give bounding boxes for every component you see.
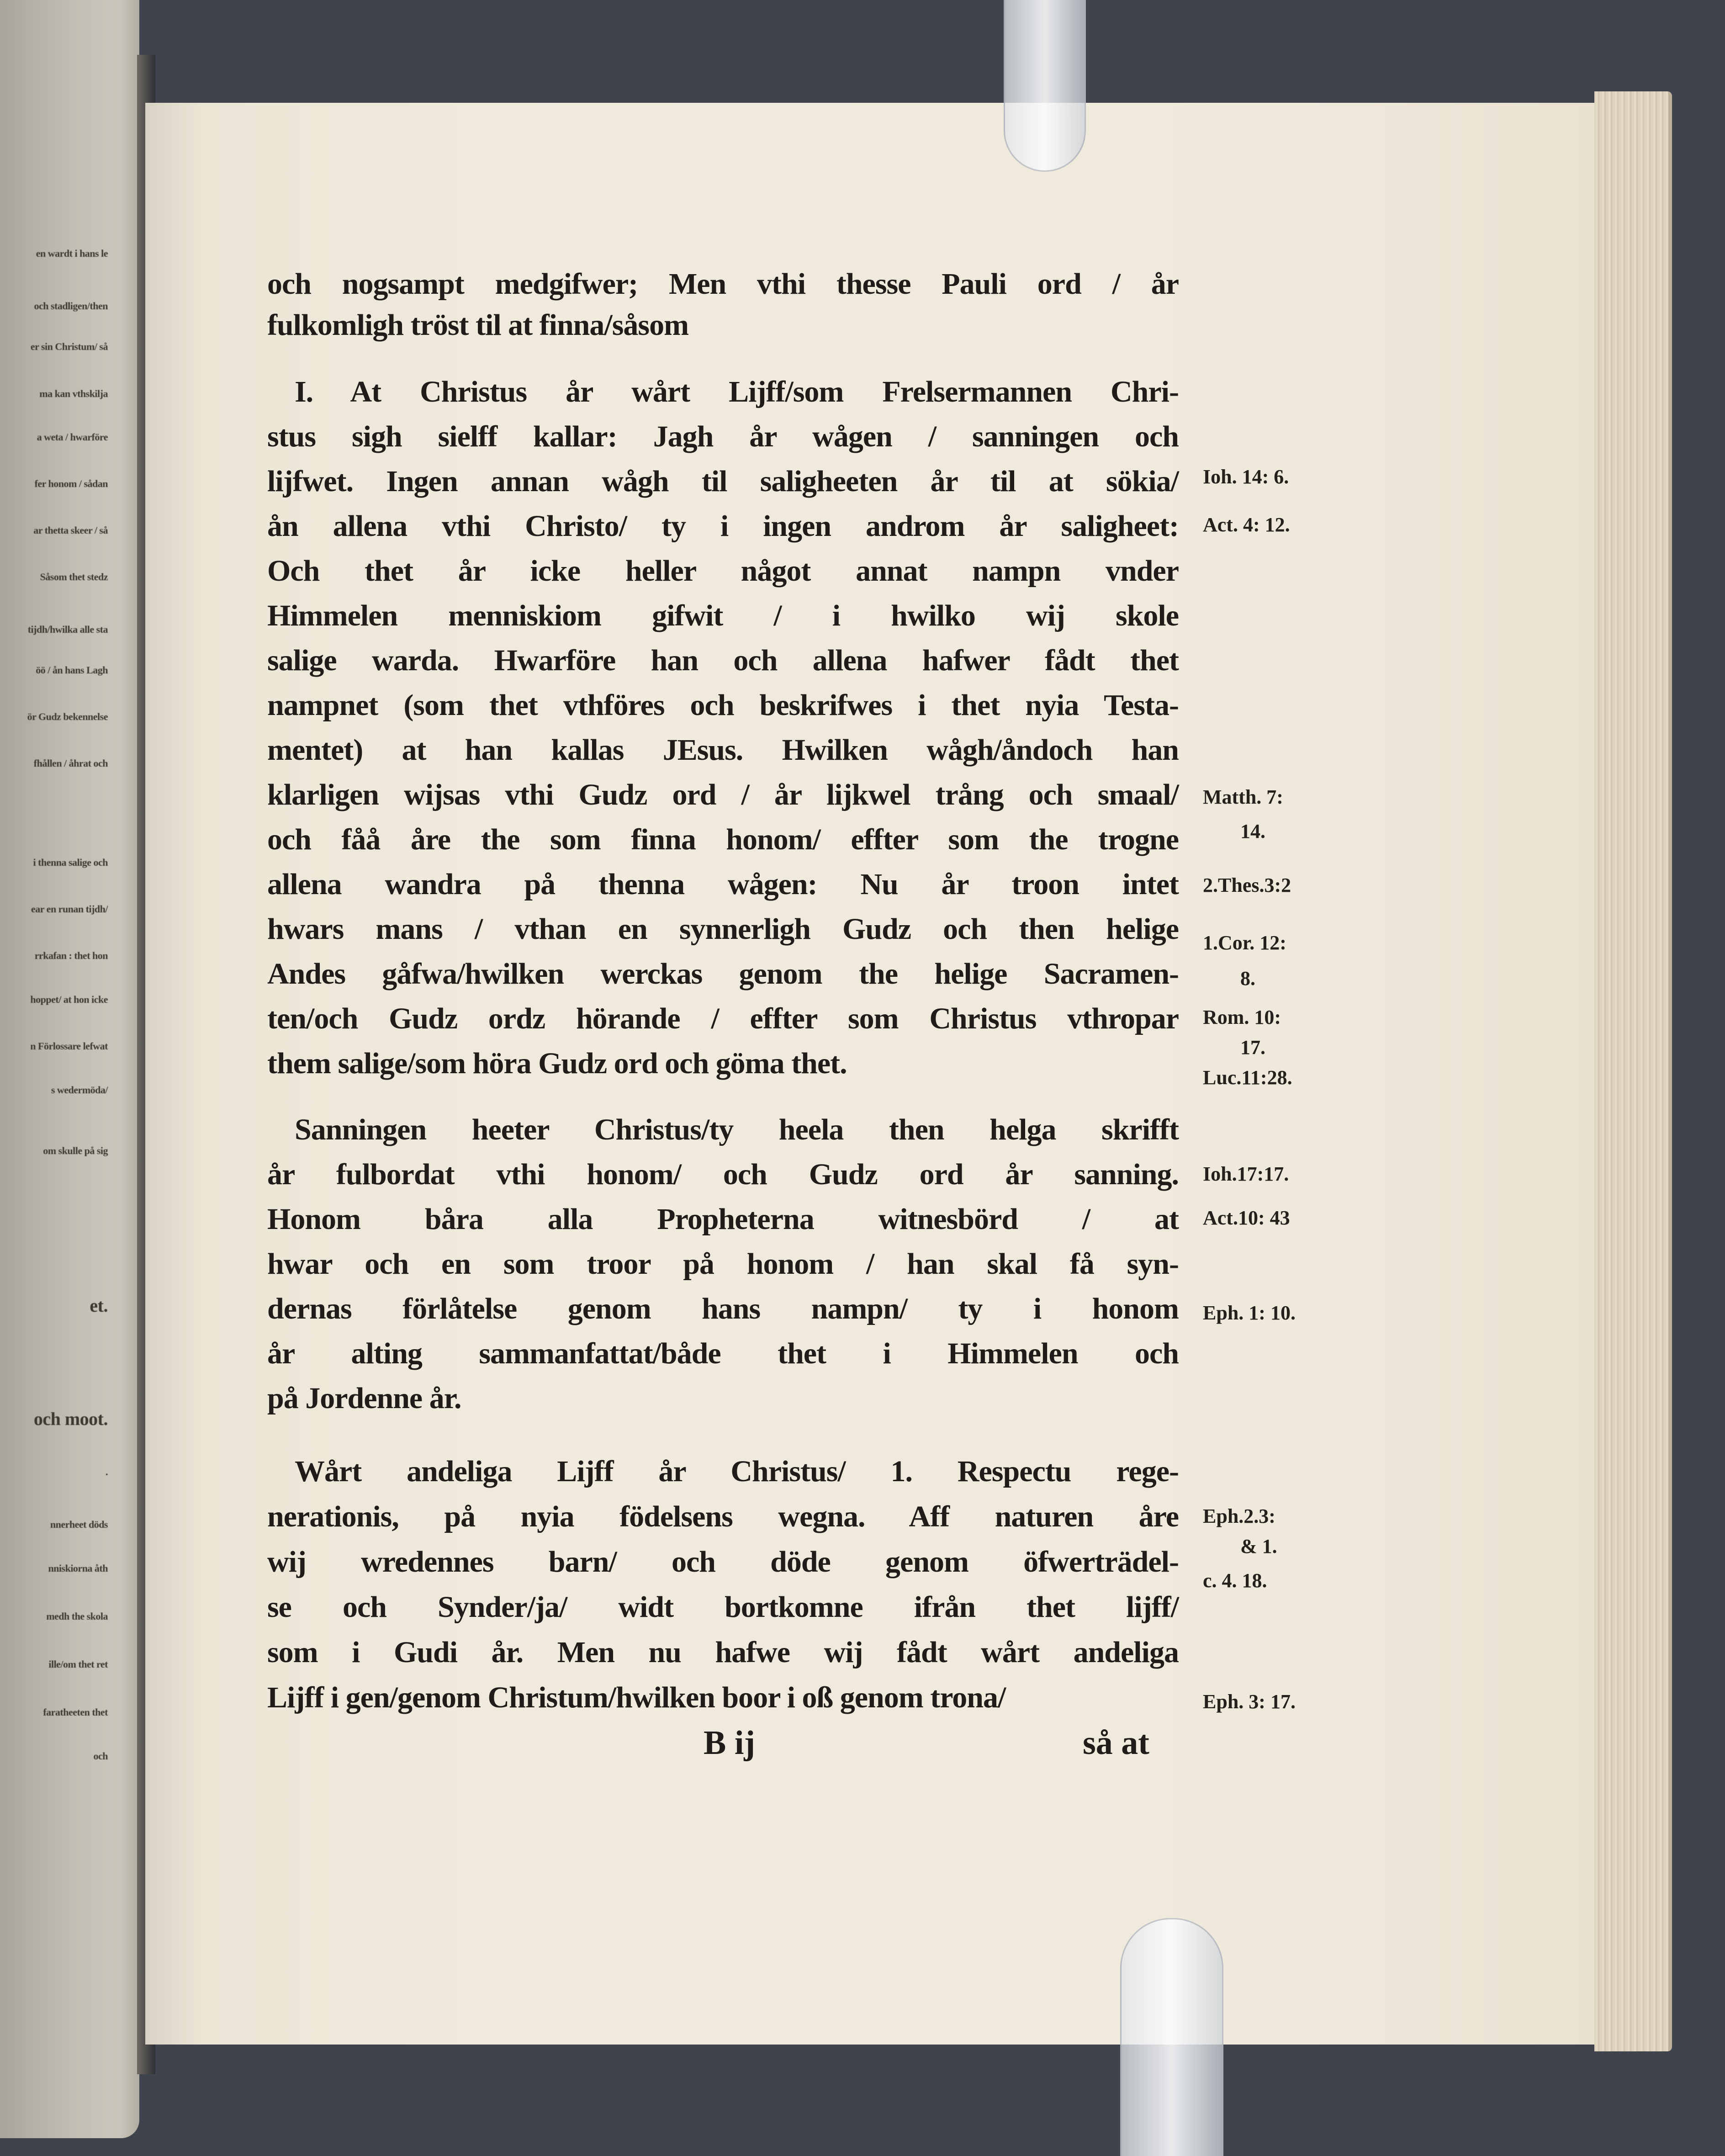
signature-mark: B ij <box>704 1724 756 1762</box>
left-page-text-line: ma kan vthskilja <box>39 388 108 399</box>
text-line: hwar och en som troor på honom / han skal få syn- <box>267 1247 1179 1281</box>
margin-reference: 2.Thes.3:2 <box>1203 874 1291 896</box>
margin-reference: Luc.11:28. <box>1203 1066 1292 1089</box>
text-line: Himmelen menniskiom gifwit / i hwilko wij skole <box>267 599 1179 632</box>
left-page-text-line: . <box>106 1466 108 1478</box>
text-line: hwars mans / vthan en synnerligh Gudz och then helige <box>267 912 1179 946</box>
text-line: och fåå åre the som finna honom/ effter som the trogne <box>267 823 1179 856</box>
margin-reference: Act.10: 43 <box>1203 1207 1290 1229</box>
text-line: lijfwet. Ingen annan wågh til saligheeten år til at sökia/ <box>267 465 1179 498</box>
paragraph <box>267 370 1179 1086</box>
margin-reference: 17. <box>1240 1036 1265 1059</box>
text-line: Wårt andeliga Lijff år Christus/ 1. Respectu rege- <box>295 1455 1179 1488</box>
left-page-text-line: i thenna salige och <box>33 857 108 868</box>
catchword: så at <box>1083 1724 1149 1762</box>
left-page-text-line: ar thetta skeer / så <box>33 524 108 536</box>
text-line: ån allena vthi Christo/ ty i ingen androm år saligheet: <box>267 509 1179 543</box>
left-page-text-line: tijdh/hwilka alle sta <box>27 624 108 635</box>
left-page-text-line: öö / ån hans Lagh <box>36 664 108 676</box>
left-page-text-line: rrkafan : thet hon <box>34 950 108 961</box>
margin-reference: & 1. <box>1240 1535 1277 1557</box>
book-clip-top <box>1004 0 1086 172</box>
left-page-text-line: fer honom / sådan <box>34 478 108 489</box>
left-page-text-line: och stadligen/then <box>34 300 108 312</box>
margin-reference: Act. 4: 12. <box>1203 514 1290 536</box>
left-page-text-line: nnerheet döds <box>50 1519 108 1530</box>
book-clip-bottom <box>1120 1918 1223 2156</box>
margin-reference: Eph.2.3: <box>1203 1505 1275 1527</box>
margin-reference: Matth. 7: <box>1203 786 1283 808</box>
left-page-text-line: er sin Christum/ så <box>30 341 108 352</box>
text-line: nerationis, på nyia födelsens wegna. Aff naturen åre <box>267 1500 1179 1533</box>
margin-reference: Eph. 1: 10. <box>1203 1302 1296 1324</box>
left-page-text-line: och <box>93 1750 108 1762</box>
left-page-text-line: ear en runan tijdh/ <box>31 903 108 915</box>
text-line: se och Synder/ja/ widt bortkomne ifrån thet lijff/ <box>267 1590 1179 1624</box>
text-line: och nogsampt medgifwer; Men vthi thesse Pauli ord / år <box>267 267 1179 301</box>
margin-reference: 14. <box>1240 820 1265 842</box>
page-edges <box>1594 91 1672 2051</box>
margin-reference: 1.Cor. 12: <box>1203 932 1286 954</box>
text-line: ten/och Gudz ordz hörande / effter som Christus vthropar <box>267 1002 1179 1035</box>
left-page-text-line: faratheeten thet <box>43 1706 108 1718</box>
text-line: stus sigh sielff kallar: Jagh år wågen / sanningen och <box>267 420 1179 453</box>
text-line: på Jordenne år. <box>267 1382 461 1415</box>
text-line: år alting sammanfattat/både thet i Himmelen och <box>267 1337 1179 1370</box>
text-line: salige warda. Hwarföre han och allena hafwer fådt thet <box>267 644 1179 677</box>
left-page-text-line: och moot. <box>33 1409 108 1429</box>
left-page-text-line: et. <box>90 1295 108 1316</box>
text-line: Och thet år icke heller något annat nampn vnder <box>267 554 1179 588</box>
text-line: år fulbordat vthi honom/ och Gudz ord år sanning. <box>267 1158 1179 1191</box>
left-page-text-line: om skulle på sig <box>43 1145 108 1156</box>
text-line: klarligen wijsas vthi Gudz ord / år lijkwel trång och smaal/ <box>267 778 1179 811</box>
left-page-text-line: s wedermöda/ <box>51 1084 108 1096</box>
left-page <box>0 0 139 2138</box>
text-line: mentet) at han kallas JEsus. Hwilken wågh/åndoch han <box>267 733 1179 767</box>
text-line: som i Gudi år. Men nu hafwe wij fådt wårt andeliga <box>267 1636 1179 1669</box>
text-line: fulkomligh tröst til at finna/såsom <box>267 308 689 342</box>
left-page-text-line: hoppet/ at hon icke <box>30 994 108 1005</box>
margin-reference: Rom. 10: <box>1203 1006 1281 1028</box>
margin-reference: c. 4. 18. <box>1203 1569 1267 1592</box>
left-page-text-line: fhållen / åhrat och <box>33 758 108 769</box>
left-page-text-line: a weta / hwarföre <box>37 431 108 443</box>
left-page-text-line: nniskiorna åth <box>48 1563 108 1574</box>
left-page-text-line: en wardt i hans le <box>36 248 108 259</box>
margin-reference: Eph. 3: 17. <box>1203 1690 1296 1713</box>
text-line: dernas förlåtelse genom hans nampn/ ty i honom <box>267 1292 1179 1325</box>
left-page-text-line: ille/om thet ret <box>48 1658 108 1670</box>
text-line: Andes gåfwa/hwilken werckas genom the helige Sacramen- <box>267 957 1179 991</box>
text-line: wij wredennes barn/ och döde genom öfwerträdel- <box>267 1545 1179 1579</box>
margin-reference: 8. <box>1240 967 1255 990</box>
text-line: Honom båra alla Propheterna witnesbörd / at <box>267 1202 1179 1236</box>
paragraph <box>267 264 1179 346</box>
margin-reference: Ioh. 14: 6. <box>1203 466 1289 488</box>
paragraph <box>267 1449 1179 1720</box>
left-page-text-line: medh the skola <box>46 1610 108 1622</box>
left-page-text-line: n Förlossare lefwat <box>30 1040 108 1052</box>
text-line: Sanningen heeter Christus/ty heela then helga skrifft <box>295 1113 1179 1146</box>
paragraph <box>267 1107 1179 1421</box>
left-page-text-line: ör Gudz bekennelse <box>27 711 108 722</box>
text-line: nampnet (som thet vthföres och beskrifwes i thet nyia Testa- <box>267 689 1179 722</box>
text-line: them salige/som höra Gudz ord och göma thet. <box>267 1047 847 1080</box>
margin-reference: Ioh.17:17. <box>1203 1163 1289 1185</box>
left-page-text-line: Såsom thet stedz <box>40 571 108 583</box>
text-line: allena wandra på thenna wågen: Nu år troon intet <box>267 868 1179 901</box>
text-line: I. At Christus år wårt Lijff/som Frelsermannen Chri- <box>295 375 1179 408</box>
text-line: Lijff i gen/genom Christum/hwilken boor i oß genom trona/ <box>267 1681 1006 1714</box>
